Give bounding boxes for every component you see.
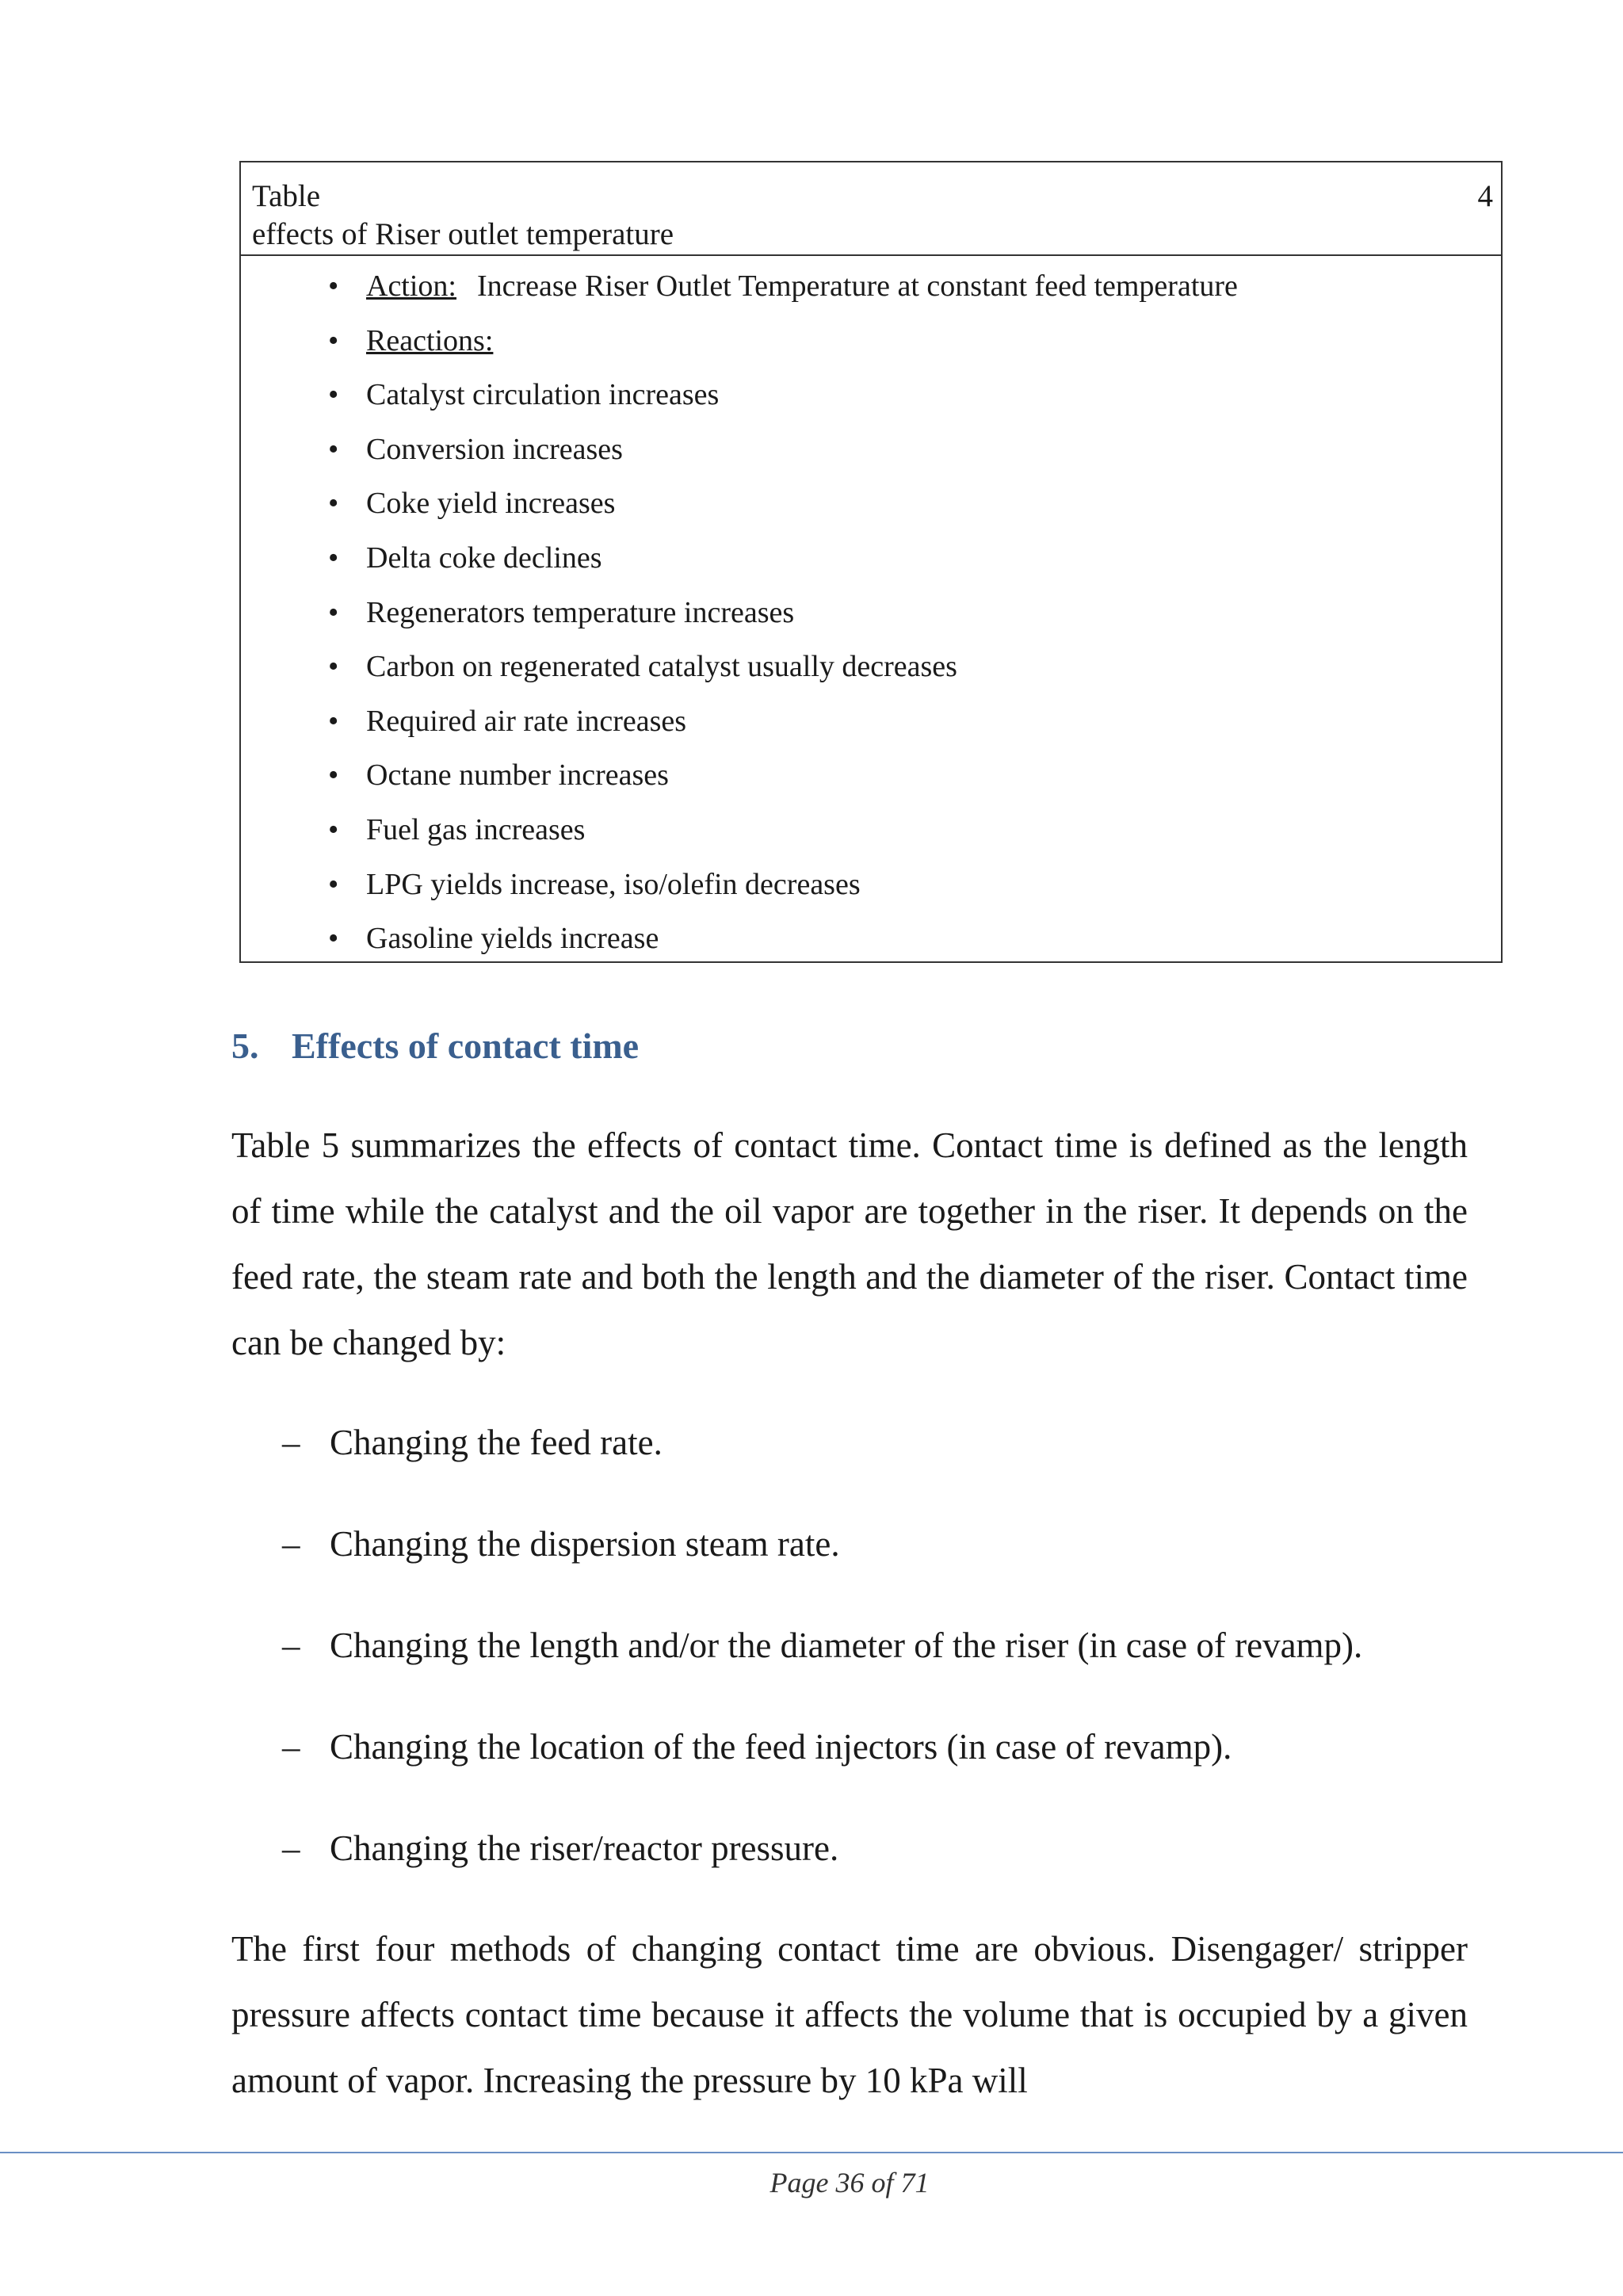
list-item-text: Delta coke declines bbox=[366, 541, 602, 575]
dash-icon: – bbox=[282, 1828, 300, 1868]
table-header bbox=[241, 162, 1501, 256]
dash-icon: – bbox=[282, 1727, 300, 1767]
effects-table bbox=[239, 161, 1503, 963]
bullet-icon: • bbox=[328, 812, 339, 846]
footer-divider bbox=[0, 2152, 1623, 2153]
bullet-icon: • bbox=[328, 541, 339, 575]
list-item-action bbox=[241, 259, 1501, 314]
list-item-text: Changing the length and/or the diameter of the riser (in case of revamp). bbox=[330, 1626, 1363, 1665]
list-item bbox=[241, 531, 1501, 586]
table-bullet-list bbox=[241, 259, 1501, 966]
list-item bbox=[241, 694, 1501, 749]
list-item bbox=[241, 586, 1501, 640]
list-item-text: Catalyst circulation increases bbox=[366, 378, 720, 412]
list-item-reactions bbox=[241, 314, 1501, 369]
list-item-text: Changing the location of the feed injectors (in case of revamp). bbox=[330, 1727, 1232, 1767]
list-item bbox=[0, 1512, 1362, 1614]
section-title: Effects of contact time bbox=[292, 1026, 640, 1066]
bullet-icon: • bbox=[328, 487, 339, 521]
list-item-text: Octane number increases bbox=[366, 758, 669, 793]
list-item bbox=[0, 1411, 1362, 1512]
list-item bbox=[241, 911, 1501, 966]
list-item bbox=[241, 476, 1501, 531]
table-label: Table bbox=[252, 179, 321, 213]
list-item-text: Required air rate increases bbox=[366, 704, 687, 738]
page-number: Page 36 of 71 bbox=[769, 2167, 930, 2199]
list-item bbox=[241, 422, 1501, 477]
list-item-text: Fuel gas increases bbox=[366, 812, 586, 846]
list-item bbox=[0, 1614, 1362, 1715]
dash-icon: – bbox=[282, 1626, 300, 1665]
bullet-icon: • bbox=[328, 432, 339, 466]
bullet-icon: • bbox=[328, 595, 339, 629]
bullet-icon: • bbox=[328, 269, 339, 303]
list-item bbox=[241, 640, 1501, 694]
table-number: 4 bbox=[1477, 179, 1493, 213]
action-text: Increase Riser Outlet Temperature at constant feed temperature bbox=[476, 269, 1238, 303]
bullet-icon: • bbox=[328, 758, 339, 793]
body-paragraph: The first four methods of changing contact time are obvious. Disengager/ stripper pressure affects contact time because it affects the volume that is occupied by a given amount of vapor. Increasing the pressure by 10 kPa will bbox=[231, 1929, 1468, 2100]
list-item bbox=[241, 858, 1501, 912]
list-item bbox=[241, 368, 1501, 422]
list-item-text: LPG yields increase, iso/olefin decreases bbox=[366, 867, 861, 901]
section-heading bbox=[231, 1022, 639, 1070]
bullet-icon: • bbox=[328, 704, 339, 738]
list-item-text: Coke yield increases bbox=[366, 487, 616, 521]
body-paragraph: Table 5 summarizes the effects of contact time. Contact time is defined as the length of time while the catalyst and the oil vapor are together in the riser. It depends on the feed rate, the steam rate and both the length and the diameter of the riser. Contact time can be changed by: bbox=[231, 1125, 1468, 1362]
table-caption: effects of Riser outlet temperature bbox=[252, 217, 674, 251]
list-item-text: Gasoline yields increase bbox=[366, 922, 659, 956]
list-item-text: Changing the dispersion steam rate. bbox=[330, 1524, 840, 1564]
bullet-icon: • bbox=[328, 650, 339, 684]
list-item bbox=[241, 803, 1501, 858]
action-label: Action: bbox=[366, 269, 456, 303]
list-item bbox=[241, 748, 1501, 803]
section-number: 5. bbox=[231, 1026, 259, 1066]
list-item bbox=[0, 1715, 1362, 1817]
list-item-text: Carbon on regenerated catalyst usually decreases bbox=[366, 650, 957, 684]
bullet-icon: • bbox=[328, 323, 339, 357]
dash-list bbox=[0, 1411, 1362, 1918]
dash-icon: – bbox=[282, 1423, 300, 1462]
bullet-icon: • bbox=[328, 867, 339, 901]
reactions-label: Reactions: bbox=[366, 323, 494, 357]
list-item-text: Changing the riser/reactor pressure. bbox=[330, 1828, 839, 1868]
list-item-text: Regenerators temperature increases bbox=[366, 595, 795, 629]
list-item bbox=[0, 1817, 1362, 1918]
list-item-text: Conversion increases bbox=[366, 432, 623, 466]
list-item-text: Changing the feed rate. bbox=[330, 1423, 663, 1462]
bullet-icon: • bbox=[328, 922, 339, 956]
bullet-icon: • bbox=[328, 378, 339, 412]
dash-icon: – bbox=[282, 1524, 300, 1564]
